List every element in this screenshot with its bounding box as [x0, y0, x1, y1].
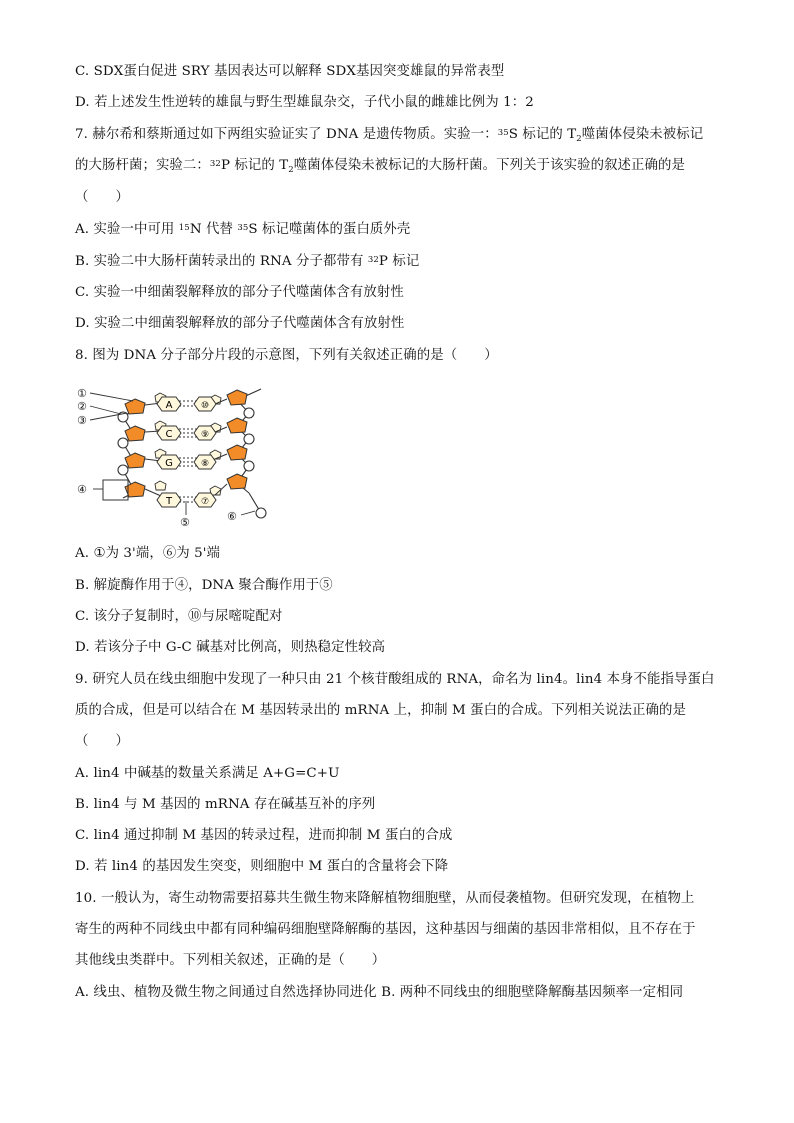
- hydrogen-bonds: [179, 401, 197, 502]
- base-label: ⑨: [200, 430, 210, 440]
- text-line: （ ）: [75, 190, 129, 205]
- callout-5: ⑤: [180, 516, 190, 528]
- left-phosphates: [118, 412, 128, 475]
- text-line: 9. 研究人员在线虫细胞中发现了一种只由 21 个核苷酸组成的 RNA，命名为 lin4。lin4 本身不能指导蛋白: [75, 672, 715, 687]
- dna-fragment-diagram: [75, 383, 275, 528]
- callout-1: ①: [77, 387, 87, 400]
- text-line: A. 实验一中可用 $^{15}$N 代替 $^{35}$S 标记噬菌体的蛋白质外壳: [75, 222, 411, 237]
- base-label: T: [165, 496, 173, 507]
- base-label: A: [165, 400, 173, 411]
- text-line: 质的合成，但是可以结合在 M 基因转录出的 mRNA 上，抑制 M 蛋白的合成。下列相关说法正确的是: [75, 703, 686, 718]
- text-line: C. 该分子复制时，⑩与尿嘧啶配对: [75, 609, 283, 624]
- base-label: ⑧: [200, 459, 210, 469]
- text-line: 7. 赫尔希和蔡斯通过如下两组实验证实了 DNA 是遗传物质。实验一：$^{35}$S 标记的 $T_2$噬菌体侵染未被标记: [75, 127, 704, 144]
- base-label: C: [165, 429, 173, 440]
- text-line: C. 实验一中细菌裂解释放的部分子代噬菌体含有放射性: [75, 285, 404, 300]
- text-line: 8. 图为 DNA 分子部分片段的示意图，下列有关叙述正确的是（ ）: [75, 348, 498, 363]
- base-label: ⑦: [200, 497, 210, 507]
- text-line: B. 解旋酶作用于④，DNA 聚合酶作用于⑤: [75, 578, 333, 593]
- text-line: 寄生的两种不同线虫中都有同种编码细胞壁降解酶的基因，这种基因与细菌的基因非常相似，且不存在于: [75, 922, 696, 937]
- text-line: （ ）: [75, 734, 129, 749]
- text-line: B. lin4 与 M 基因的 mRNA 存在碱基互补的序列: [75, 797, 376, 812]
- text-line: 的大肠杆菌；实验二：$^{32}$P 标记的 $T_2$噬菌体侵染未被标记的大肠杆菌。下列关于该实验的叙述正确的是: [75, 158, 686, 175]
- base-label: G: [165, 458, 173, 469]
- text-line: C. lin4 通过抑制 M 基因的转录过程，进而抑制 M 蛋白的合成: [75, 828, 453, 843]
- text-line: D. 若该分子中 G-C 碱基对比例高，则热稳定性较高: [75, 640, 386, 655]
- text-line: D. 实验二中细菌裂解释放的部分子代噬菌体含有放射性: [75, 316, 405, 331]
- text-line: 其他线虫类群中。下列相关叙述，正确的是（ ）: [75, 953, 386, 968]
- callout-4: ④: [77, 483, 87, 496]
- text-line: A. lin4 中碱基的数量关系满足 A+G=C+U: [75, 766, 340, 781]
- text-line: A. 线虫、植物及微生物之间通过自然选择协同进化 B. 两种不同线虫的细胞壁降解酶基因频率一定相同: [75, 985, 684, 1000]
- text-line: C. SDX蛋白促进 SRY 基因表达可以解释 SDX基因突变雄鼠的异常表型: [75, 64, 505, 79]
- callout-6: ⑥: [227, 510, 237, 523]
- text-line: A. ①为 3'端，⑥为 5'端: [75, 546, 221, 561]
- text-line: D. 若 lin4 的基因发生突变，则细胞中 M 蛋白的含量将会下降: [75, 859, 449, 874]
- text-line: D. 若上述发生性逆转的雄鼠与野生型雄鼠杂交，子代小鼠的雌雄比例为 1：2: [75, 95, 534, 110]
- right-phosphates: [244, 408, 266, 518]
- text-line: 10. 一般认为，寄生动物需要招募共生微生物来降解植物细胞壁，从而侵袭植物。但研究发现，在植物上: [75, 891, 695, 906]
- text-line: B. 实验二中大肠杆菌转录出的 RNA 分子都带有 $^{32}$P 标记: [75, 254, 420, 269]
- callout-3: ③: [77, 414, 87, 427]
- callout-2: ②: [77, 400, 87, 413]
- base-label: ⑩: [200, 401, 210, 411]
